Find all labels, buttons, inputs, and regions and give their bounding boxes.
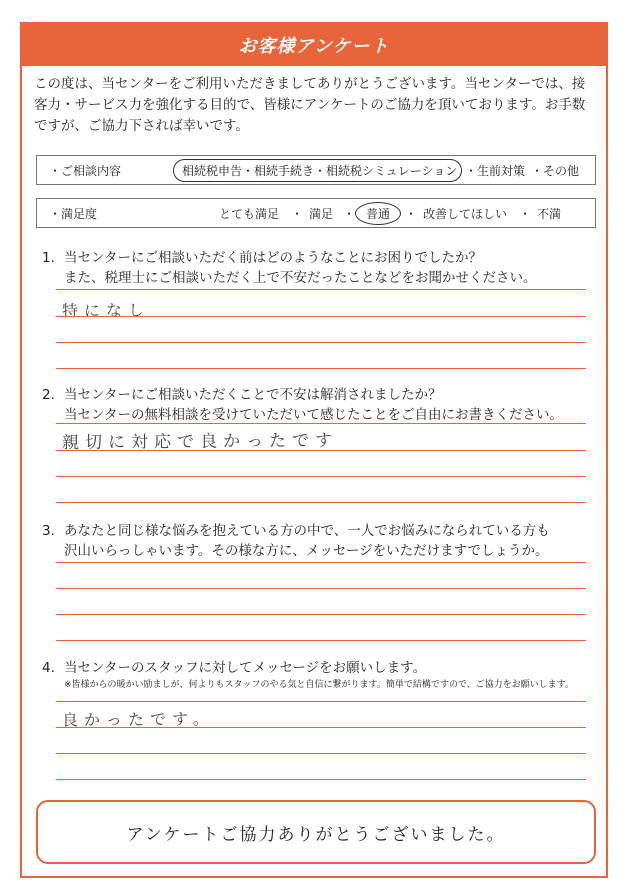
option-totemo-manzoku[interactable]: とても満足 <box>219 206 280 221</box>
separator: ・ <box>291 206 304 221</box>
answer-line <box>56 562 586 563</box>
consultation-label: ・ご相談内容 <box>49 163 122 178</box>
question-3 <box>42 521 598 561</box>
question-note: ※皆様からの暖かい励ましが、何よりもスタッフのやる気と自信に繋がります。簡単で結構ですので、ご協力をお願いします。 <box>64 680 574 690</box>
intro-text: この度は、当センターをご利用いただきましてありがとうございます。当センターでは、接客力・サービス力を強化する目的で、皆様にアンケートのご協力を頂いております。お手数ですが、ご協力下されば幸いです。 <box>34 76 586 134</box>
title-banner <box>22 24 606 66</box>
answer-line <box>56 342 586 343</box>
consultation-field <box>36 155 596 185</box>
separator: ・ <box>519 206 532 221</box>
question-text: 当センターにご相談いただくことで不安は解消されましたか？ 当センターの無料相談を受けていただいて感じたことをご自由にお書きください。 <box>64 387 563 423</box>
answer-line <box>56 701 586 702</box>
option-futsuu-selected[interactable]: 普通 <box>355 202 401 225</box>
separator: ・ <box>343 206 356 221</box>
question-text: 当センターにご相談いただく前はどのようなことにお困りでしたか？ また、税理士にご相談いただく上で不安だったことなどをお聞かせください。 <box>64 250 537 286</box>
thanks-box <box>36 800 596 864</box>
answer-line <box>56 423 586 424</box>
question-number: 3. <box>42 523 55 539</box>
separator: ・ <box>405 206 418 221</box>
option-souzokuzei-shinkoku[interactable]: 相続税申告 <box>182 163 243 178</box>
consultation-selected-group[interactable] <box>173 159 462 182</box>
question-number: 4. <box>42 660 55 676</box>
answer-line <box>56 476 586 477</box>
answer-line <box>56 316 586 317</box>
answer-line <box>56 779 586 780</box>
question-1 <box>42 248 598 288</box>
survey-sheet <box>20 22 608 878</box>
option-seizen-taisaku[interactable]: ・生前対策 <box>465 163 526 178</box>
answer-2[interactable]: 親切に対応で良かったです <box>61 430 339 454</box>
answer-line <box>56 588 586 589</box>
satisfaction-field <box>36 198 596 228</box>
option-kaizen[interactable]: 改善してほしい <box>423 206 508 221</box>
answer-line <box>56 727 586 728</box>
question-4 <box>42 658 598 692</box>
thanks-message: アンケートご協力ありがとうございました。 <box>126 824 506 845</box>
answer-line <box>56 450 586 451</box>
answer-line <box>56 640 586 641</box>
answer-1[interactable]: 特になし <box>61 300 151 321</box>
option-souzokuzei-simulation[interactable]: ・相続税シミュレーション <box>314 163 458 178</box>
question-text: 当センターのスタッフに対してメッセージをお願いします。 <box>64 660 427 676</box>
option-sonota[interactable]: ・その他 <box>531 163 580 178</box>
answer-line <box>56 368 586 369</box>
option-manzoku[interactable]: 満足 <box>309 206 334 221</box>
question-number: 2. <box>42 387 55 403</box>
page-title: お客様アンケート <box>238 36 390 57</box>
option-fuman[interactable]: 不満 <box>537 206 562 221</box>
satisfaction-label: ・満足度 <box>49 206 98 221</box>
answer-line <box>56 753 586 754</box>
question-text: あなたと同じ様な悩みを抱えている方の中で、一人でお悩みになられている方も 沢山いらっしゃいます。その様な方に、メッセージをいただけますでしょうか。 <box>64 523 550 559</box>
option-souzoku-tetsuzuki[interactable]: ・相続手続き <box>242 163 315 178</box>
answer-4[interactable]: 良かったです。 <box>61 709 215 730</box>
question-2 <box>42 385 598 425</box>
answer-line <box>56 502 586 503</box>
answer-line <box>56 289 586 290</box>
answer-line <box>56 614 586 615</box>
question-number: 1. <box>42 250 55 266</box>
